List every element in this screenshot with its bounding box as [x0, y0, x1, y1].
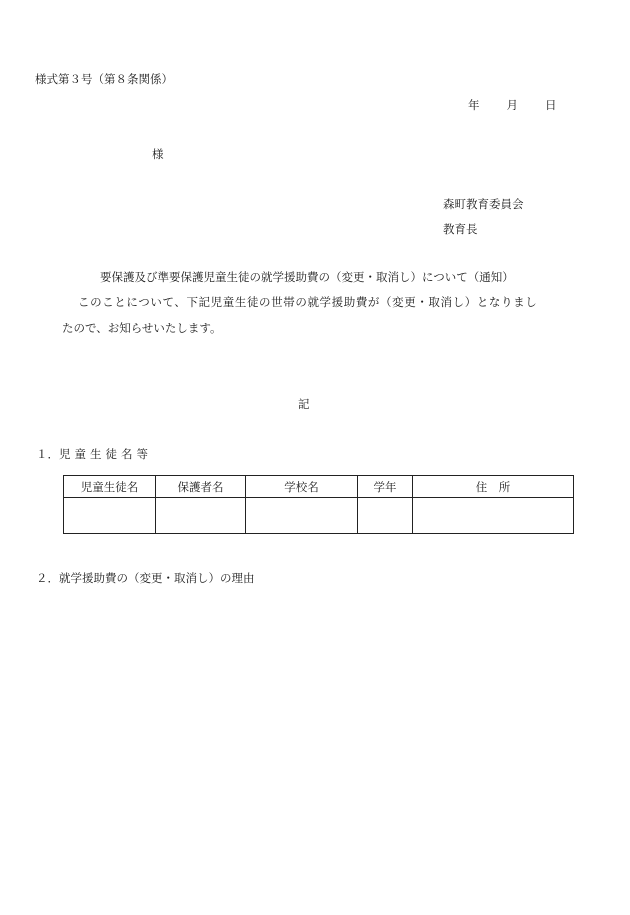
- body-text-line-1: このことについて、下記児童生徒の世帯の就学援助費が（変更・取消し）となりまし: [78, 295, 538, 309]
- cell-grade[interactable]: [358, 498, 413, 534]
- date-line: [468, 97, 557, 113]
- cell-school-name[interactable]: [246, 498, 358, 534]
- student-table: [63, 475, 574, 534]
- ki-heading: 記: [298, 397, 310, 411]
- section-2-heading: [36, 570, 255, 586]
- section-1-heading: [36, 446, 152, 462]
- form-number: 様式第３号（第８条関係）: [35, 72, 173, 86]
- header-address: 住 所: [413, 476, 574, 498]
- section-2-number: ２．: [36, 571, 59, 585]
- table-row: [64, 498, 574, 534]
- header-grade: 学年: [358, 476, 413, 498]
- date-day: 日: [545, 98, 557, 112]
- body-text-line-2: たので、お知らせいたします。: [62, 321, 222, 335]
- issuer-title: 教育長: [443, 222, 478, 236]
- section-1-title: 児童生徒名等: [59, 447, 152, 461]
- section-2-title: 就学援助費の（変更・取消し）の理由: [59, 571, 255, 585]
- issuer-organization: 森町教育委員会: [443, 197, 524, 211]
- recipient-suffix: 様: [152, 147, 164, 161]
- cell-address[interactable]: [413, 498, 574, 534]
- header-student-name: 児童生徒名: [64, 476, 156, 498]
- cell-student-name[interactable]: [64, 498, 156, 534]
- document-title: 要保護及び準要保護児童生徒の就学援助費の（変更・取消し）について（通知）: [100, 270, 514, 284]
- section-1-number: １．: [36, 447, 59, 461]
- date-month: 月: [506, 98, 518, 112]
- table-header-row: [64, 476, 574, 498]
- cell-guardian-name[interactable]: [156, 498, 246, 534]
- header-guardian-name: 保護者名: [156, 476, 246, 498]
- header-school-name: 学校名: [246, 476, 358, 498]
- date-year: 年: [468, 98, 480, 112]
